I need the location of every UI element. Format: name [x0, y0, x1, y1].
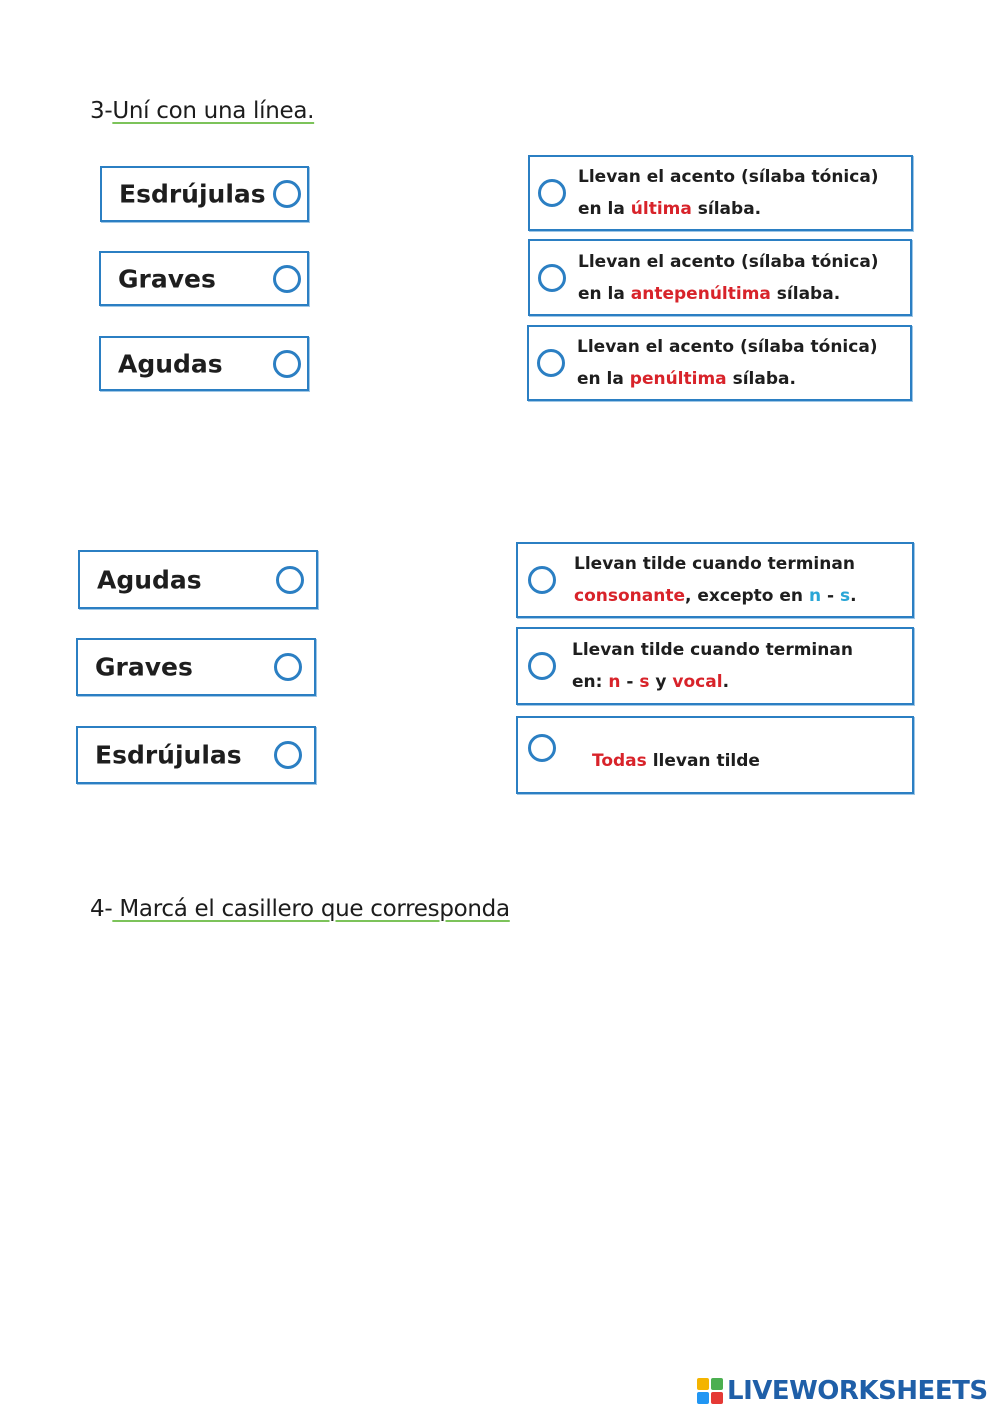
match-left-label: Agudas: [118, 349, 223, 378]
match-left-label: Graves: [95, 652, 193, 682]
exercise-4-number: 4-: [90, 896, 113, 922]
exercise-3-heading: [90, 98, 314, 124]
match-left-graves-2: [76, 638, 316, 696]
match-right-penultima: [527, 325, 912, 401]
match-left-esdrujulas-2: [76, 726, 316, 784]
exercise-3-title: Uní con una línea.: [112, 98, 315, 124]
match-right-antepenultima: [528, 239, 912, 316]
connector-circle-icon[interactable]: [538, 179, 566, 207]
connector-circle-icon[interactable]: [274, 741, 302, 769]
liveworksheets-logo[interactable]: [697, 1376, 988, 1406]
connector-circle-icon[interactable]: [273, 180, 301, 208]
match-right-text: Llevan el acento (sílaba tónica) en la penúltima sílaba.: [577, 337, 878, 389]
match-left-agudas-1: [99, 336, 309, 391]
match-right-vocal: [516, 627, 914, 705]
connector-circle-icon[interactable]: [528, 734, 556, 762]
match-right-text: Llevan el acento (sílaba tónica) en la antepenúltima sílaba.: [578, 251, 879, 304]
match-left-label: Agudas: [97, 565, 202, 594]
match-left-label: Graves: [118, 264, 216, 293]
match-right-text: Llevan tilde cuando terminan en: n - s y vocal.: [572, 640, 853, 692]
connector-circle-icon[interactable]: [276, 566, 304, 594]
connector-circle-icon[interactable]: [528, 566, 556, 594]
connector-circle-icon[interactable]: [528, 652, 556, 680]
connector-circle-icon[interactable]: [273, 350, 301, 378]
match-right-text: Todas llevan tilde: [592, 750, 760, 771]
exercise-3-number: 3-: [90, 98, 113, 124]
match-left-label: Esdrújulas: [95, 740, 242, 770]
match-right-text: Llevan tilde cuando terminan consonante, excepto en n - s.: [574, 554, 857, 606]
match-left-esdrujulas-1: [100, 166, 309, 222]
logo-text: LIVEWORKSHEETS: [727, 1376, 988, 1406]
connector-circle-icon[interactable]: [538, 264, 566, 292]
connector-circle-icon[interactable]: [273, 265, 301, 293]
exercise-4-heading: [90, 896, 510, 922]
connector-circle-icon[interactable]: [537, 349, 565, 377]
match-left-graves-1: [99, 251, 309, 306]
exercise-4-title: Marcá el casillero que corresponda: [112, 896, 510, 922]
match-left-label: Esdrújulas: [119, 179, 266, 209]
liveworksheets-logo-icon: [697, 1378, 723, 1404]
match-right-text: Llevan el acento (sílaba tónica) en la última sílaba.: [578, 167, 879, 219]
match-left-agudas-2: [78, 550, 318, 609]
match-right-todas: [516, 716, 914, 794]
connector-circle-icon[interactable]: [274, 653, 302, 681]
match-right-ultima: [528, 155, 913, 231]
match-right-consonante: [516, 542, 914, 618]
